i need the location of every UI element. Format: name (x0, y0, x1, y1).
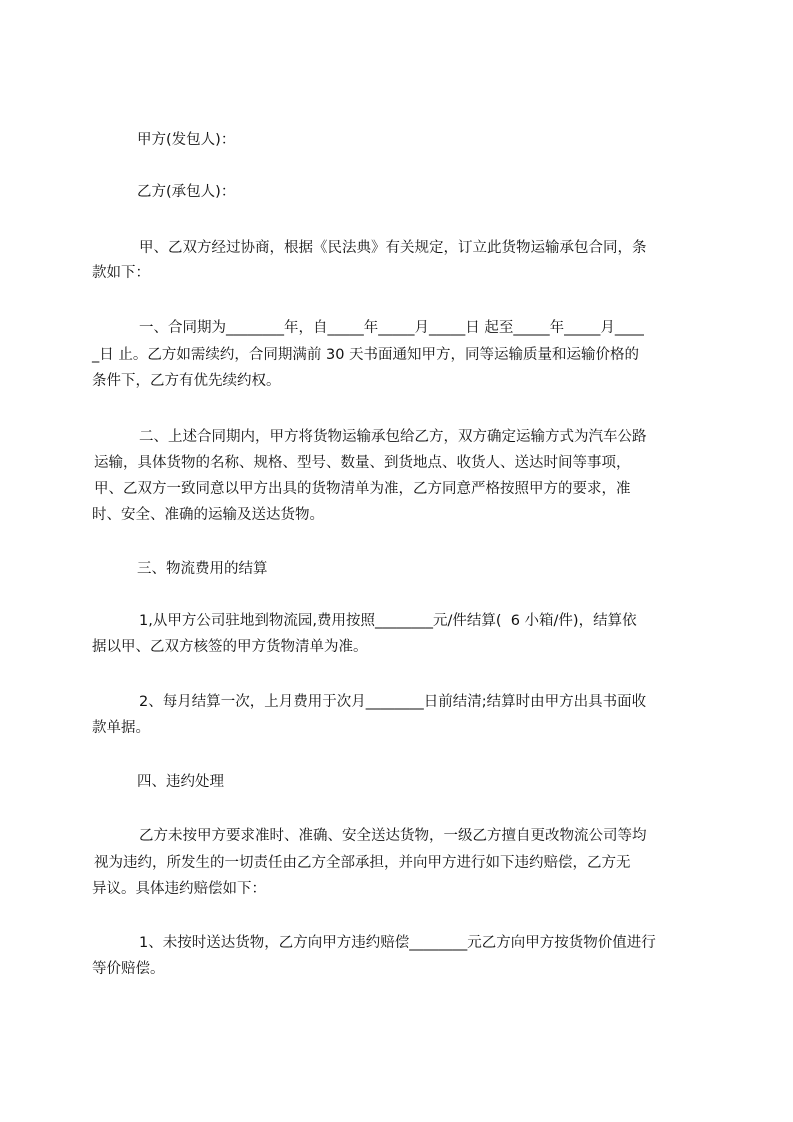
item3-1-line-2: 据以甲、乙双方核签的甲方货物清单为准。 (92, 639, 368, 655)
section4-body-line-1: 乙方未按甲方要求准时、准确、安全送达货物，一级乙方擅自更改物流公司等均 (139, 828, 647, 844)
item3-2-line-2: 款单据。 (92, 720, 150, 736)
clause2-line-3: 甲、乙双方一致同意以甲方出具的货物清单为准，乙方同意严格按照甲方的要求，准 (94, 481, 631, 497)
clause2-line-1: 二、上述合同期内，甲方将货物运输承包给乙方，双方确定运输方式为汽车公路 (139, 429, 647, 445)
clause2-line-2: 运输，具体货物的名称、规格、型号、数量、到货地点、收货人、送达时间等事项， (94, 455, 631, 471)
section4-body-line-2: 视为违约，所发生的一切责任由乙方全部承担，并向甲方进行如下违约赔偿，乙方无 (94, 855, 631, 871)
clause1-line-2: _日 止。乙方如需续约，合同期满前 30 天书面通知甲方，同等运输质量和运输价格的 (92, 347, 640, 363)
item4-1-line-1: 1、未按时送达货物，乙方向甲方违约赔偿________元乙方向甲方按货物价值进行 (139, 935, 656, 951)
intro-line-1: 甲、乙双方经过协商，根据《民法典》有关规定，订立此货物运输承包合同，条 (139, 240, 647, 256)
intro-line-2: 款如下： (92, 265, 150, 281)
party-b-line: 乙方(承包人)： (137, 184, 236, 200)
clause1-line-3: 条件下，乙方有优先续约权。 (92, 373, 281, 389)
item3-1-line-1: 1,从甲方公司驻地到物流园,费用按照________元/件结算( 6 小箱/件)，结算依 (139, 613, 637, 629)
clause1-line-1: 一、合同期为________年，自_____年_____月_____日 起至_____年_____月____ (139, 320, 644, 336)
item4-1-line-2: 等价赔偿。 (92, 961, 165, 977)
party-a-line: 甲方(发包人)： (137, 132, 236, 148)
item3-2-line-1: 2、每月结算一次，上月费用于次月________日前结清;结算时由甲方出具书面收 (139, 694, 647, 710)
clause2-line-4: 时、安全、准确的运输及送达货物。 (92, 507, 324, 523)
section4-heading: 四、违约处理 (137, 774, 224, 790)
section3-heading: 三、物流费用的结算 (137, 561, 268, 577)
section4-body-line-3: 异议。具体违约赔偿如下： (92, 881, 266, 897)
